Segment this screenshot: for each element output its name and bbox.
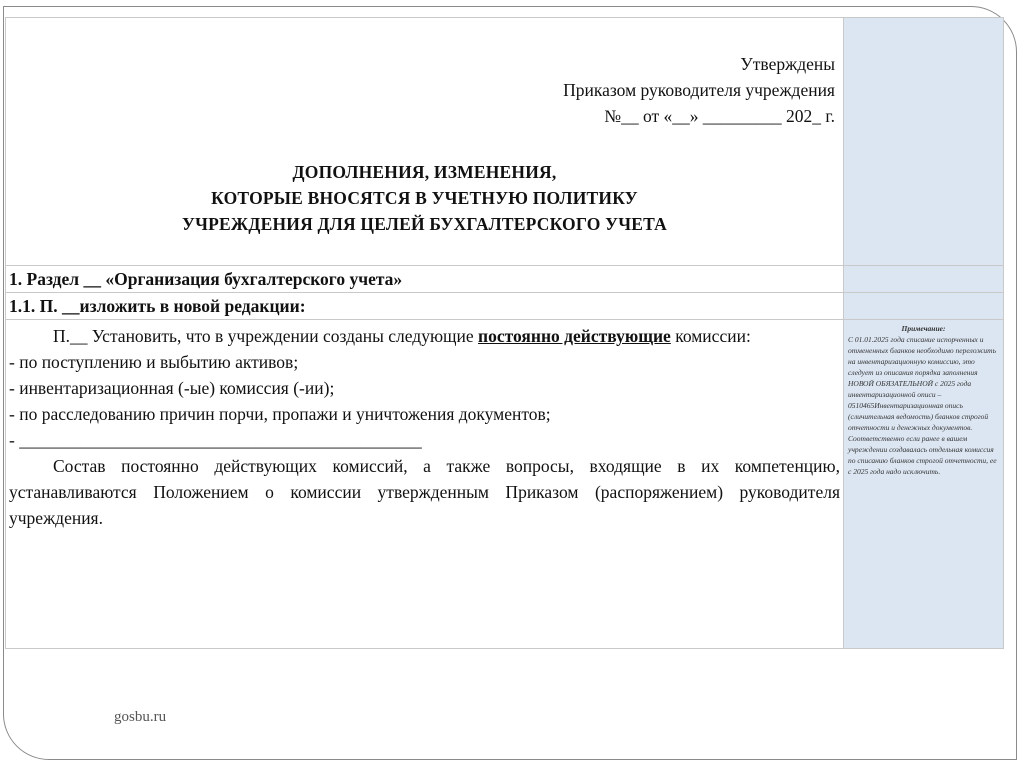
approval-line-3: №__ от «__» _________ 202_ г. bbox=[604, 106, 835, 126]
note-cell bbox=[844, 320, 1004, 649]
subsection-heading: 1.1. П. __изложить в новой редакции: bbox=[9, 296, 306, 316]
side-cell-section bbox=[844, 266, 1004, 293]
note-block bbox=[844, 320, 1003, 477]
side-cell-subsection bbox=[844, 293, 1004, 320]
footer-source: gosbu.ru bbox=[114, 709, 167, 725]
note-title: Примечание: bbox=[901, 324, 946, 333]
closing-paragraph: Состав постоянно действующих комиссий, а также вопросы, входящие в их компетенцию, устанавливаются Положением о комиссии утвержденным Приказом (распоряжением) руководителя учреждения. bbox=[9, 456, 840, 528]
document-table bbox=[5, 17, 1004, 649]
approval-line-1: Утверждены bbox=[740, 54, 835, 74]
subsection-cell bbox=[6, 293, 844, 320]
title-line-3: УЧРЕЖДЕНИЯ ДЛЯ ЦЕЛЕЙ БУХГАЛТЕРСКОГО УЧЕТА bbox=[182, 214, 667, 234]
approval-line-2: Приказом руководителя учреждения bbox=[563, 80, 835, 100]
document-title bbox=[6, 159, 843, 237]
approval-block bbox=[563, 51, 835, 129]
list-item: - инвентаризационная (-ые) комиссия (-ии); bbox=[9, 378, 335, 398]
list-item: - ______________________________________________ bbox=[9, 430, 422, 450]
intro-emphasis: постоянно действующие bbox=[478, 326, 671, 346]
title-line-1: ДОПОЛНЕНИЯ, ИЗМЕНЕНИЯ, bbox=[292, 162, 557, 182]
list-item: - по поступлению и выбытию активов; bbox=[9, 352, 299, 372]
header-cell bbox=[6, 18, 844, 266]
section-cell bbox=[6, 266, 844, 293]
intro-text-b: комиссии: bbox=[670, 326, 751, 346]
section-heading: 1. Раздел __ «Организация бухгалтерского учета» bbox=[9, 269, 403, 289]
body-cell bbox=[6, 320, 844, 649]
title-line-2: КОТОРЫЕ ВНОСЯТСЯ В УЧЕТНУЮ ПОЛИТИКУ bbox=[211, 188, 638, 208]
note-text: С 01.01.2025 года списание испорченных и отмененных бланков необходимо переложить на инвентаризационную комиссию, это следует из описания порядка заполнения НОВОЙ ОБЯЗАТЕЛЬНОЙ с 2025 года инвентаризационной описи – 0510465Инвентаризационная опись (сличительная ведомость) бланков строгой отчетности и денежных документов. Соответственно если ранее в вашем учреждении создавалась отдельная комиссия по списанию бланков строгой отчетности, ее с 2025 года надо исключить. bbox=[848, 335, 997, 476]
side-cell-header bbox=[844, 18, 1004, 266]
intro-paragraph bbox=[9, 323, 840, 349]
list-item: - по расследованию причин порчи, пропажи и уничтожения документов; bbox=[9, 404, 551, 424]
intro-text-a: П.__ Установить, что в учреждении созданы следующие bbox=[53, 326, 479, 346]
